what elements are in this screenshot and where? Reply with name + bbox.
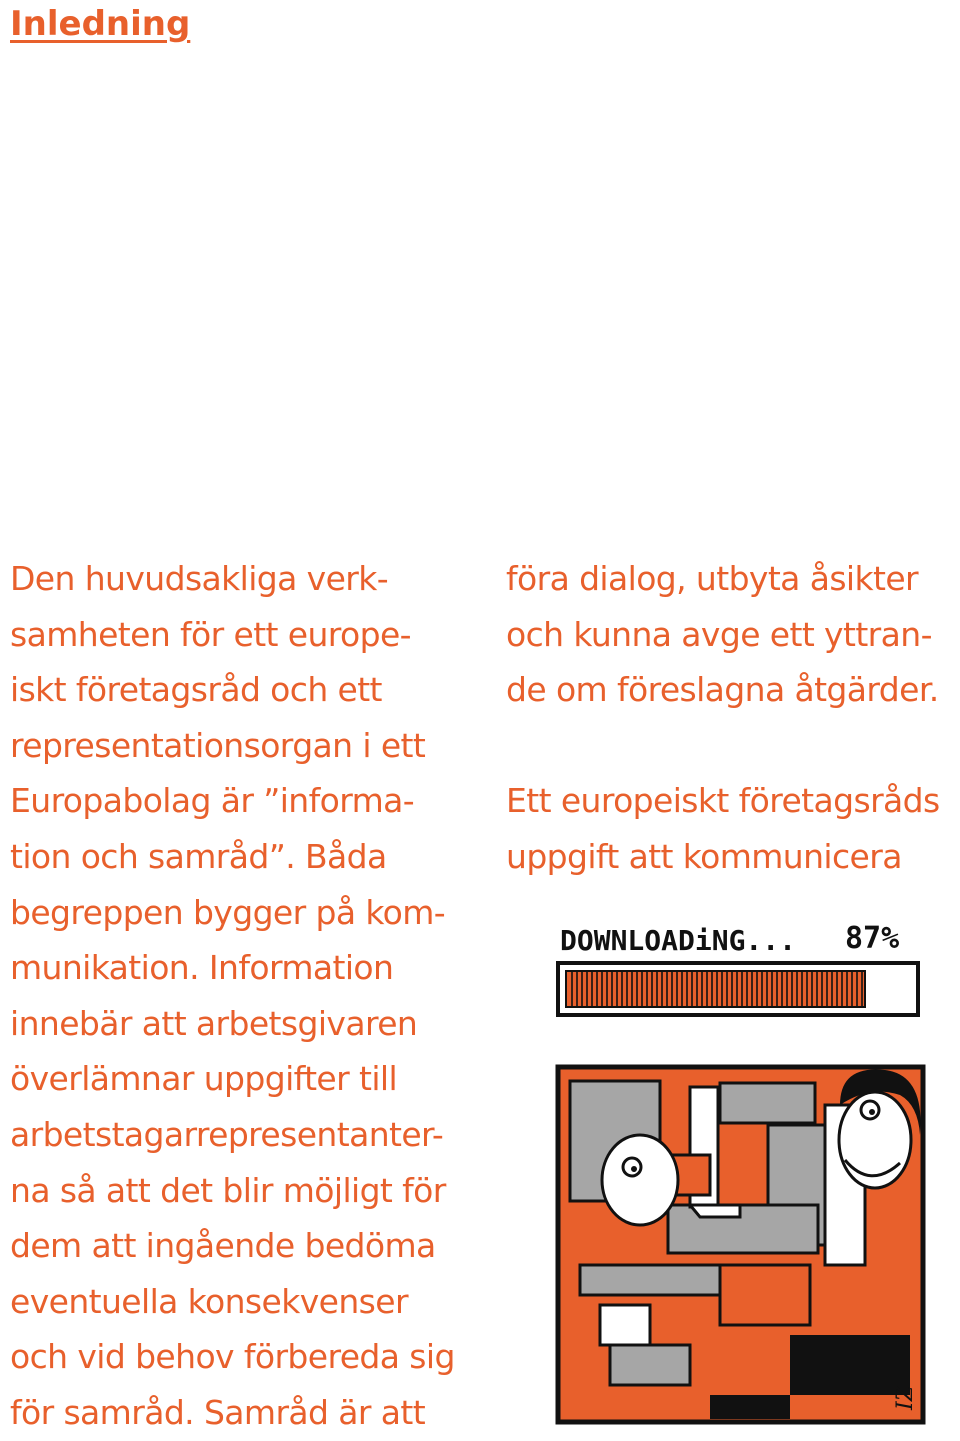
gray-shape (610, 1345, 690, 1385)
cartoon-illustration (540, 905, 940, 1430)
page-heading: Inledning (10, 4, 191, 44)
text-line: arbetstagarrepresentanter- (10, 1114, 444, 1154)
pupil-icon (631, 1166, 637, 1172)
text-line: för samråd. Samråd är att (10, 1392, 426, 1432)
text-line: tion och samråd”. Båda (10, 836, 387, 876)
text-line: munikation. Information (10, 948, 394, 988)
text-line: föra dialog, utbyta åsikter (506, 559, 918, 598)
text-line: Ett europeiskt företagsråds (506, 781, 940, 821)
text-line: na så att det blir möjligt för (10, 1170, 446, 1210)
gray-shape (668, 1205, 818, 1253)
text-line: eventuella konsekvenser (10, 1281, 408, 1321)
progress-bar (558, 963, 918, 1015)
gray-shape (580, 1265, 720, 1295)
text-line: Europabolag är ”informa- (10, 781, 415, 821)
white-shape (600, 1305, 650, 1345)
dark-shape (710, 1395, 790, 1419)
face-left-icon (602, 1135, 678, 1225)
body-paragraph (10, 551, 490, 1441)
text-line: och vid behov förbereda sig (10, 1337, 455, 1377)
pointing-hand-icon (690, 1205, 740, 1217)
download-label: DOWNLOADiNG... (560, 924, 797, 957)
body-paragraph (506, 551, 956, 718)
text-line: dem att ingående bedöma (10, 1226, 436, 1266)
text-line: samheten för ett europe- (10, 614, 411, 654)
text-line: överlämnar uppgifter till (10, 1059, 398, 1099)
cartoon-svg (540, 905, 940, 1430)
gray-shape (720, 1083, 815, 1123)
download-percent: 87% (845, 921, 900, 956)
pupil-icon (869, 1109, 875, 1115)
left-text-column (10, 551, 490, 1441)
orange-shape (720, 1265, 810, 1325)
text-line: de om föreslagna åtgärder. (506, 670, 939, 710)
text-line: innebär att arbetsgivaren (10, 1003, 418, 1043)
progress-bar-fill (566, 971, 865, 1007)
text-line: Den huvudsakliga verk- (10, 559, 389, 598)
text-line: representationsorgan i ett (10, 725, 426, 765)
dark-shape (790, 1335, 910, 1395)
text-line: och kunna avge ett yttran- (506, 614, 932, 654)
text-line: iskt företagsråd och ett (10, 670, 382, 710)
body-paragraph (506, 773, 956, 884)
text-line: uppgift att kommunicera (506, 836, 902, 876)
cartoon-panel (558, 1067, 923, 1422)
signature-text: IZ (893, 1386, 918, 1410)
text-line: begreppen bygger på kom- (10, 892, 446, 932)
right-text-column (506, 551, 956, 885)
